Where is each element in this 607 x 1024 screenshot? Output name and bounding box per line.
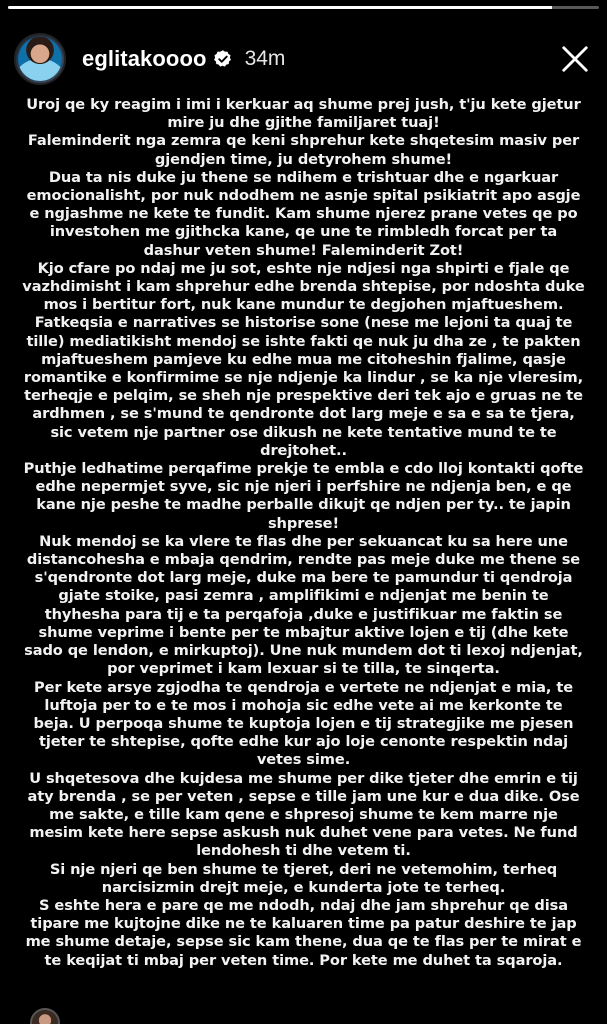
bottom-avatar[interactable] [30, 1008, 60, 1024]
avatar[interactable] [14, 33, 66, 85]
story-paragraph: Dua ta nis duke ju thene se ndihem e trishtuar dhe e ngarkuar emocionalisht, por nuk ndodhem ne asnje spital psikiatrit apo asgje e ngjashme ne kete te fundit. Kam shume njerez prane vetes qe po investohen me gjithcka kane, qe une te rimbledh forcat per ta dashur veten shume! Faleminderit Zot! [26, 168, 581, 259]
story-paragraph: Per kete arsye zgjodha te qendroja e vertete ne ndjenjat e mia, te luftoja per to e te mos i mohoja sic edhe vete ai me kerkonte te beja. U perpoqa shume te kuptoja lojen e tij strategjike me pjesen tjeter te shtepise, qofte edhe kur ajo loje cenonte respektin ndaj vetes sime. [33, 678, 574, 769]
story-paragraph: S eshte hera e pare qe me ndodh, ndaj dhe jam shprehur qe disa tipare me kujtojne dike ne te kaluaren time pa patur deshire te jap me shume detaje, sepse sic kam thene, dua qe te flas per te mirat e te keqijat ti mbaj per veten time. Por kete me duhet ta sqaroja. [25, 896, 582, 969]
story-text [22, 96, 585, 970]
story-progress-bar [8, 6, 599, 9]
story-paragraph: U shqetesova dhe kujdesa me shume per dike tjeter dhe emrin e tij aty brenda , se per veten , sepse e tille jam une kur e dua dike. Ose me sakte, e tille kam qene e shpresoj shume te kem marre nje mesim kete here sepse askush nuk duhet vene para vetes. Ne fund lendohesh ti dhe vetem ti. [27, 769, 580, 860]
avatar-image [18, 37, 62, 81]
verified-badge-icon [213, 49, 233, 69]
story-paragraph: Faleminderit nga zemra qe keni shprehur kete shqetesim masiv per gjendjen time, ju detyrohem shume! [27, 132, 580, 168]
story-paragraph: Si nje njeri qe ben shume te tjeret, deri ne vetemohim, terheq narcisizmin drejt meje, e kunderta jote te terheq. [49, 860, 558, 896]
post-time: 34m [244, 47, 286, 70]
close-icon[interactable] [557, 41, 593, 77]
story-paragraph: Fatkeqsia e narratives se historise sone (nese me lejoni ta quaj te tille) mediatikisht mendoj se ishte fakti qe nuk ju dha ze , te pakten mjaftueshem pamjeve ku edhe mua me citoheshin fjalime, qasje romantike e konfirmime se nje ndjenje ka lindur , se ka nje vleresim, terheqje e pelqim, se sheh nje prespektive deri tek ajo e gruas ne te ardhmen , se s'mund te qendronte dot larg meje e sa e sa te tjera, sic vetem nje partner ose dikush ne kete tentative mund te te drejtohet.. [23, 314, 584, 459]
story-progress-fill [8, 6, 552, 9]
story-paragraph: Puthje ledhatime perqafime prekje te embla e cdo lloj kontakti qofte edhe nepermjet syve, sic nje njeri i perfshire ne ndjenja ben, e qe kane nje peshe te madhe perballe dikujt qe ndjen per ty.. te japin shprese! [23, 460, 584, 532]
story-paragraph: Kjo cfare po ndaj me ju sot, eshte nje ndjesi nga shpirti e fjale qe vazhdimisht i kam shprehur edhe brenda shtepise, por ndoshta duke mos i bertitur fort, nuk kane mundur te degjohen mjaftueshem. [22, 259, 585, 314]
story-paragraph: Nuk mendoj se ka vlere te flas dhe per sekuancat ku sa here une distancohesha e mbaja qendrim, rendte pas meje duke me thene se s'qendronte dot larg meje, duke ma bere te pamundur ti qendroja gjate stoike, pasi zemra , amplifikimi e ndjenjat me benin te thyhesha para tij e ta perqafoja ,duke e justifikuar me faktin se shume veprime i bente per te mbajtur aktive lojen e tij (dhe kete sado qe lendon, e mirkuptoj). Une nuk mundem dot ti lexoj ndjenjat, por veprimet i kam lexuar si te tilla, te sinqerta. [24, 532, 583, 678]
story-paragraph: Uroj qe ky reagim i imi i kerkuar aq shume prej jush, t'ju kete gjetur mire ju dhe gjithe familjaret tuaj! [26, 96, 581, 132]
story-header [14, 30, 593, 88]
username[interactable]: eglitakoooo [82, 46, 207, 71]
